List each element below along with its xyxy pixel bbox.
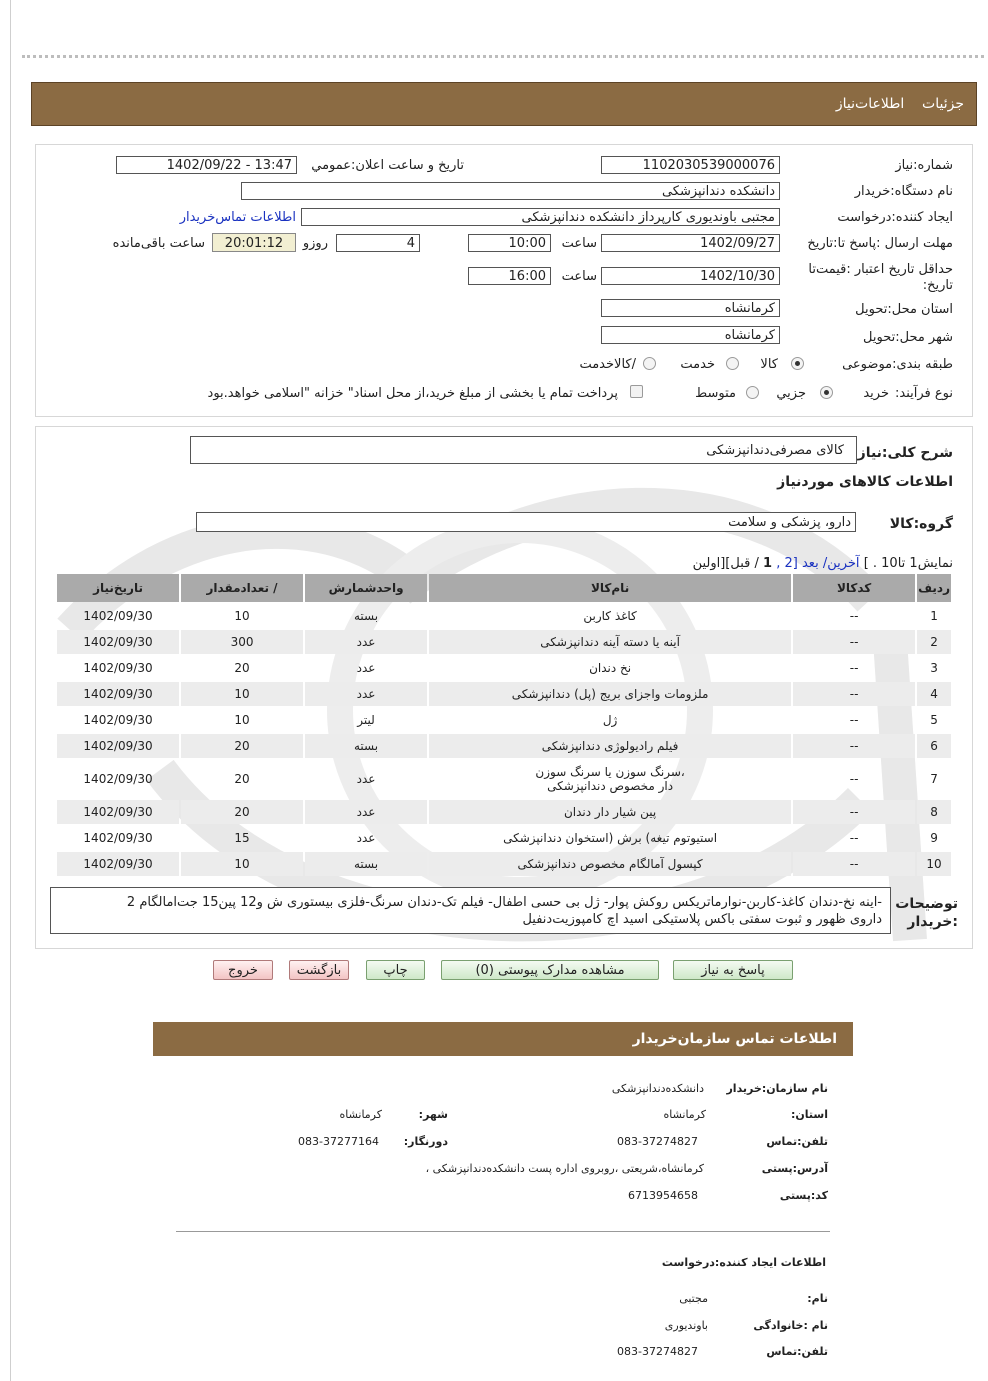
validity-time-field: 16:00 — [468, 267, 551, 285]
announce-datetime-field: 1402/09/22 - 13:47 — [116, 156, 297, 174]
contact-address-value: کرمانشاه،شریعتی ،روبروی اداره پست دانشکده‌دندانپزشکی ، — [425, 1162, 704, 1175]
col-name-header: نام‌کالا — [429, 574, 791, 602]
cell-qty: 20 — [234, 661, 250, 675]
treasury-payment-note: پرداخت تمام یا بخشی از مبلغ خرید،از محل اسناد" خزانه "اسلامی خواهد.بود — [207, 386, 618, 401]
process-minor-radio[interactable] — [820, 386, 833, 399]
creator-family-label: نام :خانوادگی — [753, 1319, 828, 1332]
cell-unit: عدد — [305, 630, 427, 654]
table-row — [57, 800, 951, 824]
category-both-radio[interactable] — [643, 357, 656, 370]
cell-date: 1402/09/30 — [57, 682, 179, 706]
cell-row: 10 — [917, 852, 951, 876]
province-field: کرمانشاه — [601, 299, 780, 317]
contact-phone-label: تلفن:تماس — [766, 1135, 828, 1148]
creator-name-value: مجتبی — [679, 1292, 708, 1305]
back-button[interactable]: بازگشت — [289, 960, 349, 980]
process-minor-label: جزيي — [776, 386, 806, 401]
cell-date: 1402/09/30 — [57, 852, 179, 876]
contact-postal-value: 6713954658 — [628, 1189, 698, 1202]
cell-row: 4 — [917, 682, 951, 706]
contact-fax-value: 083-37277164 — [298, 1135, 379, 1148]
exit-button[interactable]: خروج — [213, 960, 273, 980]
description-field: کالای مصرفی‌دندانپزشکی — [190, 436, 857, 464]
cell-unit: عدد — [305, 682, 427, 706]
cell-qty: 15 — [234, 831, 250, 845]
goods-group-field: دارو، پزشکی و سلامت — [196, 512, 856, 532]
cell-unit: عدد — [356, 661, 376, 675]
table-row — [57, 708, 951, 732]
cell-code: -- — [793, 800, 915, 824]
category-goods-label: کالا — [760, 357, 778, 372]
cell-code: -- — [849, 713, 859, 727]
cell-qty: 20 — [234, 772, 250, 786]
cell-row: 2 — [917, 630, 951, 654]
cell-code: -- — [793, 852, 915, 876]
cell-name: فیلم رادیولوژی دندانپزشکی — [429, 734, 791, 758]
cell-row: 9 — [930, 831, 938, 845]
pagination-rest: / قبل][اولین — [692, 556, 759, 571]
buyer-contact-title: اطلاعات تماس سازمان‌خریدار — [632, 1031, 837, 1047]
cell-qty: 10 — [234, 609, 250, 623]
contact-address-label: آدرس:پستی — [761, 1162, 828, 1175]
table-row — [57, 656, 951, 680]
cell-qty: 10 — [181, 852, 303, 876]
category-service-label: خدمت — [680, 357, 715, 372]
table-row — [57, 826, 951, 850]
treasury-payment-checkbox[interactable] — [630, 385, 643, 398]
pagination-page-2-link[interactable]: [2 , — [776, 556, 798, 571]
province-label: استان محل:تحویل — [855, 302, 953, 317]
pagination-current-page: 1 — [763, 556, 773, 571]
items-table — [55, 572, 953, 878]
validity-time-label: ساعت — [561, 269, 597, 284]
table-row — [57, 682, 951, 706]
cell-code: -- — [793, 682, 915, 706]
cell-date: 1402/09/30 — [57, 800, 179, 824]
process-medium-label: متوسط — [695, 386, 736, 401]
process-medium-radio[interactable] — [746, 386, 759, 399]
cell-row: 5 — [930, 713, 938, 727]
col-code-header: کدکالا — [793, 574, 915, 602]
creator-field: مجتبی باونديوری کارپرداز دانشکده دندانپزشکی — [301, 208, 780, 226]
deadline-label: مهلت ارسال :پاسخ تا:تاریخ — [807, 236, 953, 251]
breadcrumb — [836, 96, 964, 112]
pagination-range: نمایش1 تا10 . ] — [863, 556, 953, 571]
creator-name-label: نام: — [807, 1292, 828, 1305]
cell-name: ژل — [602, 713, 618, 727]
reply-button[interactable]: پاسخ به نیاز — [673, 960, 793, 980]
cell-unit: عدد — [356, 831, 376, 845]
process-label: نوع فرآیند: — [895, 386, 953, 401]
cell-qty: 10 — [234, 713, 250, 727]
validity-label: حداقل تاریخ اعتبار :قیمت‌تا تاریخ: — [808, 262, 953, 293]
contact-province-value: کرمانشاه — [663, 1108, 706, 1121]
cell-name: کاغذ کاربن — [583, 609, 637, 623]
table-header-row — [57, 574, 951, 602]
creator-info-title: اطلاعات ایجاد کننده:درخواست — [661, 1256, 826, 1269]
description-label: شرح کلی:نیاز — [857, 445, 953, 461]
cell-name: ،سرنگ سوزن یا سرنگ سوزن دار مخصوص دندانپزشکی — [535, 765, 685, 793]
deadline-time-field: 10:00 — [468, 234, 551, 252]
col-unit-header: واحدشمارش — [305, 574, 427, 602]
buyer-notes-line-1: -اینه نخ-دندان کاغذ-کاربن-نوارماتریکس روکش پوار- ژل بی حسی اطفال- فیلم تک-دندان سرنگ-فلزی بیستوری ش و12 پین15 جت‌امالگام 2 — [126, 895, 882, 910]
cell-row: 1 — [930, 609, 938, 623]
cell-name: ملزومات واجزای بریج (پل) دندانپزشکی — [429, 682, 791, 706]
creator-phone-label: تلفن:تماس — [766, 1345, 828, 1358]
cell-date: 1402/09/30 — [83, 661, 153, 675]
cell-unit: بسته — [354, 609, 379, 623]
buyer-label: نام دستگاه:خریدار — [854, 184, 953, 199]
view-attachments-button[interactable]: مشاهده مدارک پیوستی (0) — [441, 960, 659, 980]
announce-label: تاریخ و ساعت اعلان:عمومي — [311, 158, 464, 173]
cell-date: 1402/09/30 — [83, 772, 153, 786]
category-label: طبقه بندی:موضوعی — [842, 357, 953, 372]
cell-code: -- — [849, 609, 859, 623]
cell-name: پین شیار دار دندان — [429, 800, 791, 824]
city-field: کرمانشاه — [601, 326, 780, 344]
table-row — [57, 630, 951, 654]
col-qty-header: / تعدادمقدار — [181, 574, 303, 602]
buyer-notes-box — [50, 887, 891, 934]
buyer-notes-line-2: داروی ظهور و ثبوت سفتی باکس پلاستیکی اسید اچ کامپوزیت‌دنفیل — [522, 912, 882, 927]
cell-row: 8 — [917, 800, 951, 824]
col-row-header: ردیف — [917, 574, 951, 602]
creator-phone-value: 083-37274827 — [617, 1345, 698, 1358]
cell-date: 1402/09/30 — [83, 609, 153, 623]
deadline-time-label: ساعت — [561, 236, 597, 251]
col-date-header: تاریخ‌نیاز — [57, 574, 179, 602]
cell-date: 1402/09/30 — [83, 831, 153, 845]
cell-code: -- — [849, 661, 859, 675]
cell-row: 7 — [930, 772, 938, 786]
pagination — [693, 556, 953, 571]
contact-city-value: کرمانشاه — [339, 1108, 382, 1121]
contact-divider — [176, 1231, 830, 1232]
goods-group-label: گروه:کالا — [889, 516, 953, 532]
cell-unit: لیتر — [357, 713, 375, 727]
table-row — [57, 734, 951, 758]
creator-label: ایجاد کننده:درخواست — [837, 210, 953, 225]
contact-province-label: استان: — [791, 1108, 828, 1121]
validity-date-field: 1402/10/30 — [601, 267, 780, 285]
cell-unit: بسته — [305, 734, 427, 758]
days-field: 4 — [336, 234, 420, 252]
items-section-title: اطلاعات کالاهای موردنیاز — [777, 474, 953, 490]
buyer-contact-header — [153, 1022, 853, 1056]
cell-name: استیوتوم تیغه) برش (استخوان دندانپزشکی — [503, 831, 718, 845]
deadline-date-field: 1402/09/27 — [601, 234, 780, 252]
remaining-label: ساعت باقی‌مانده — [112, 236, 205, 251]
cell-name: نخ دندان — [589, 661, 632, 675]
table-row — [57, 852, 951, 876]
cell-name: آینه یا دسته آینه دندانپزشکی — [429, 630, 791, 654]
contact-postal-label: کد:پستی — [779, 1189, 828, 1202]
cell-unit: عدد — [356, 772, 376, 786]
city-label: شهر محل:تحویل — [863, 330, 953, 345]
cell-qty: 20 — [181, 734, 303, 758]
cell-code: -- — [849, 772, 859, 786]
category-service-radio[interactable] — [726, 357, 739, 370]
buyer-notes-label: توضیحات :خریدار — [895, 896, 958, 930]
print-button[interactable]: چاپ — [366, 960, 425, 980]
buyer-contact-link[interactable]: اطلاعات تماس‌خریدار — [179, 210, 296, 225]
breadcrumb-details[interactable]: جزئیات — [922, 96, 964, 112]
cell-date: 1402/09/30 — [57, 630, 179, 654]
contact-city-label: شهر: — [418, 1108, 448, 1121]
contact-phone-value: 083-37274827 — [617, 1135, 698, 1148]
table-row — [57, 760, 951, 798]
page-left-border — [10, 0, 11, 1381]
top-dotted-divider — [22, 55, 984, 58]
process-value: خرید — [863, 386, 889, 401]
contact-fax-label: دورنگار: — [403, 1135, 448, 1148]
pagination-next-link[interactable]: بعد — [801, 556, 819, 571]
days-label: روزو — [302, 236, 328, 251]
cell-code: -- — [793, 630, 915, 654]
need-number-label: شماره:نیاز — [895, 158, 953, 173]
breadcrumb-need-info[interactable]: اطلاعات‌نیاز — [835, 96, 905, 112]
org-label: نام سازمان:خریدار — [726, 1082, 828, 1095]
cell-unit: عدد — [305, 800, 427, 824]
cell-code: -- — [793, 734, 915, 758]
remaining-time-counter: 20:01:12 — [212, 233, 296, 252]
cell-date: 1402/09/30 — [83, 713, 153, 727]
need-number-field: 1102030539000076 — [601, 156, 780, 174]
cell-code: -- — [849, 831, 859, 845]
page-header-bar — [31, 82, 977, 126]
buyer-field: دانشکده دندانپزشکی — [241, 182, 780, 200]
cell-row: 3 — [930, 661, 938, 675]
pagination-last-link[interactable]: آخرین/ — [822, 556, 860, 571]
table-row — [57, 604, 951, 628]
cell-qty: 300 — [181, 630, 303, 654]
creator-family-value: باونديوری — [664, 1319, 708, 1332]
cell-date: 1402/09/30 — [57, 734, 179, 758]
category-both-label: /کالاخدمت — [579, 357, 636, 372]
cell-qty: 10 — [181, 682, 303, 706]
cell-unit: بسته — [305, 852, 427, 876]
cell-qty: 20 — [181, 800, 303, 824]
cell-row: 6 — [917, 734, 951, 758]
category-goods-radio[interactable] — [791, 357, 804, 370]
org-value: دانشکده‌دندانپزشکی — [611, 1082, 704, 1095]
cell-name: کپسول آمالگام مخصوص دندانپزشکی — [429, 852, 791, 876]
